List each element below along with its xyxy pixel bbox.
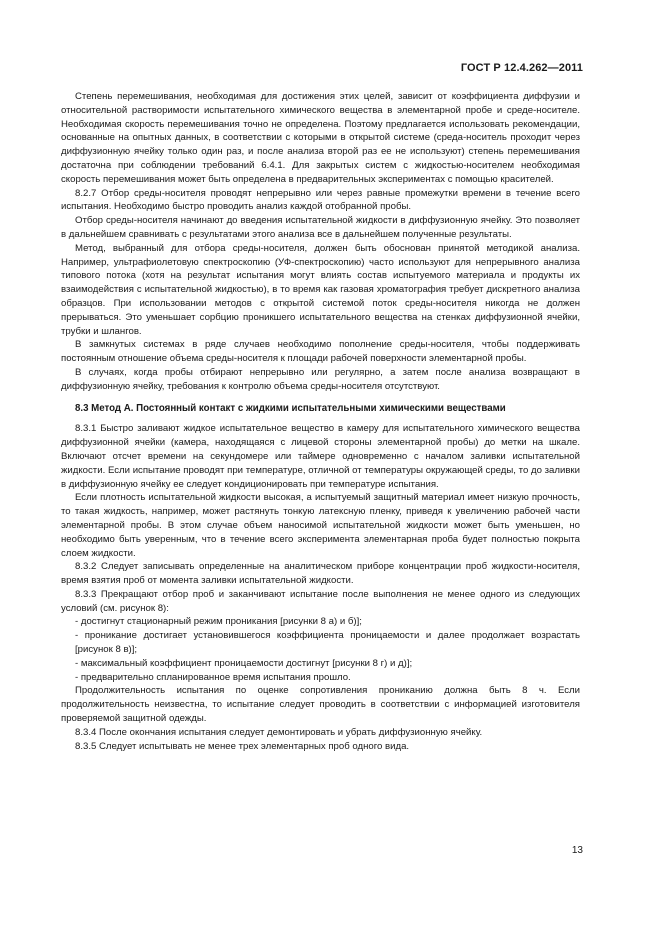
paragraph: 8.2.7 Отбор среды-носителя проводят непрерывно или через равные промежутки времени в течение всего испытания. Необходимо быстро проводить анализ каждой отобранной пробы. [61,187,580,213]
paragraph: 8.3.4 После окончания испытания следует демонтировать и убрать диффузионную ячейку. [75,726,483,738]
paragraph: В замкнутых системах в ряде случаев необходимо пополнение среды-носителя, чтобы поддерживать постоянным отношение объема среды-носителя к площади рабочей поверхности элементарной пробы. [61,339,580,365]
paragraph: Степень перемешивания, необходимая для достижения этих целей, зависит от коэффициента диффузии и относительной растворимости испытательного химического вещества в элементарной пробе и среде-носителе. Необходимая скорость перемешивания точно не определена. Поэтому предлагается использовать рекомендации, основанные на опытных данных, в соответствии с которыми в открытой системе (среда-носитель проходит через диффузионную ячейку только один раз, и после анализа второй раз ее не используют) степень перемешивания достаточна при соблюдении требований 6.4.1. Для закрытых систем с жидкостью-носителем необходимая скорость перемешивания может быть определена в предварительных экспериментах с помощью красителей. [61,91,580,185]
paragraph: 8.3.3 Прекращают отбор проб и заканчивают испытание после выполнения не менее одного из следующих условий (см. рисунок 8): [61,588,580,614]
page-number: 13 [571,845,583,856]
list-item: - максимальный коэффициент проницаемости достигнут [рисунки 8 г) и д)]; [75,657,413,669]
paragraph: Отбор среды-носителя начинают до введения испытательной жидкости в диффузионную ячейку. Это позволяет в дальнейшем сравнивать с результатами этого анализа все в дальнейшем полученные результаты. [61,215,580,240]
page-content [61,90,580,753]
list-item: - предварительно спланированное время испытания прошло. [75,671,351,683]
section-heading: 8.3 Метод А. Постоянный контакт с жидкими испытательными химическими веществами [75,402,506,414]
list-item: - проникание достигает установившегося коэффициента проницаемости и далее продолжает возрастать [рисунок 8 в)]; [75,630,580,656]
paragraph: 8.3.2 Следует записывать определенные на аналитическом приборе концентрации проб жидкости-носителя, время взятия проб от момента заливки испытательной жидкости. [61,561,580,587]
document-code: ГОСТ Р 12.4.262—2011 [460,62,583,74]
paragraph: 8.3.1 Быстро заливают жидкое испытательное вещество в камеру для испытательного химического вещества диффузионной ячейки (камера, находящаяся с лицевой стороны элементарной пробы) до метки на шкале. Включают отсчет времени на секундомере или таймере одновременно с началом заливки испытательной жидкости. Если испытание проводят при температуре, отличной от температуры окружающей среды, то до заливки в диффузионную ячейку ее следует кондиционировать при температуре испытания. [61,423,580,490]
paragraph: В случаях, когда пробы отбирают непрерывно или регулярно, а затем после анализа возвращают в диффузионную ячейку, требования к контролю объема среды-носителя отсутствуют. [61,366,580,392]
list-item: - достигнут стационарный режим проникания [рисунки 8 а) и б)]; [75,616,362,628]
paragraph: Продолжительность испытания по оценке сопротивления прониканию должна быть 8 ч. Если продолжительность неизвестна, то испытание следует проводить в соответствии с информацией изготовителя проверяемой защитной одежды. [61,685,580,725]
paragraph: Метод, выбранный для отбора среды-носителя, должен быть обоснован принятой методикой анализа. Например, ультрафиолетовую спектроскопию (УФ-спектроскопию) часто используют для непрерывного анализа типового потока (хотя на результат испытания могут влиять состав испытуемого материала и продукты их взаимодействия с испытательной жидкостью), в то время как газовая хроматография требует дискретного анализа образцов. При использовании методов с открытой системой поток среды-носителя никогда не должен прерываться. Это уменьшает сорбцию проникшего испытательного вещества на стенках диффузионной ячейки, трубки и шлангов. [61,242,580,337]
paragraph: Если плотность испытательной жидкости высокая, а испытуемый защитный материал имеет низкую прочность, то такая жидкость, например, может растянуть тонкую латексную пленку, приведя к увеличению рабочей части элементарной пробы. В этом случае объем наносимой испытательной жидкости может быть уменьшен, но необходимо быть уверенным, что в течение всего эксперимента элементарная проба будет полностью покрыта слоем жидкости. [61,492,580,559]
paragraph: 8.3.5 Следует испытывать не менее трех элементарных проб одного вида. [75,740,410,752]
